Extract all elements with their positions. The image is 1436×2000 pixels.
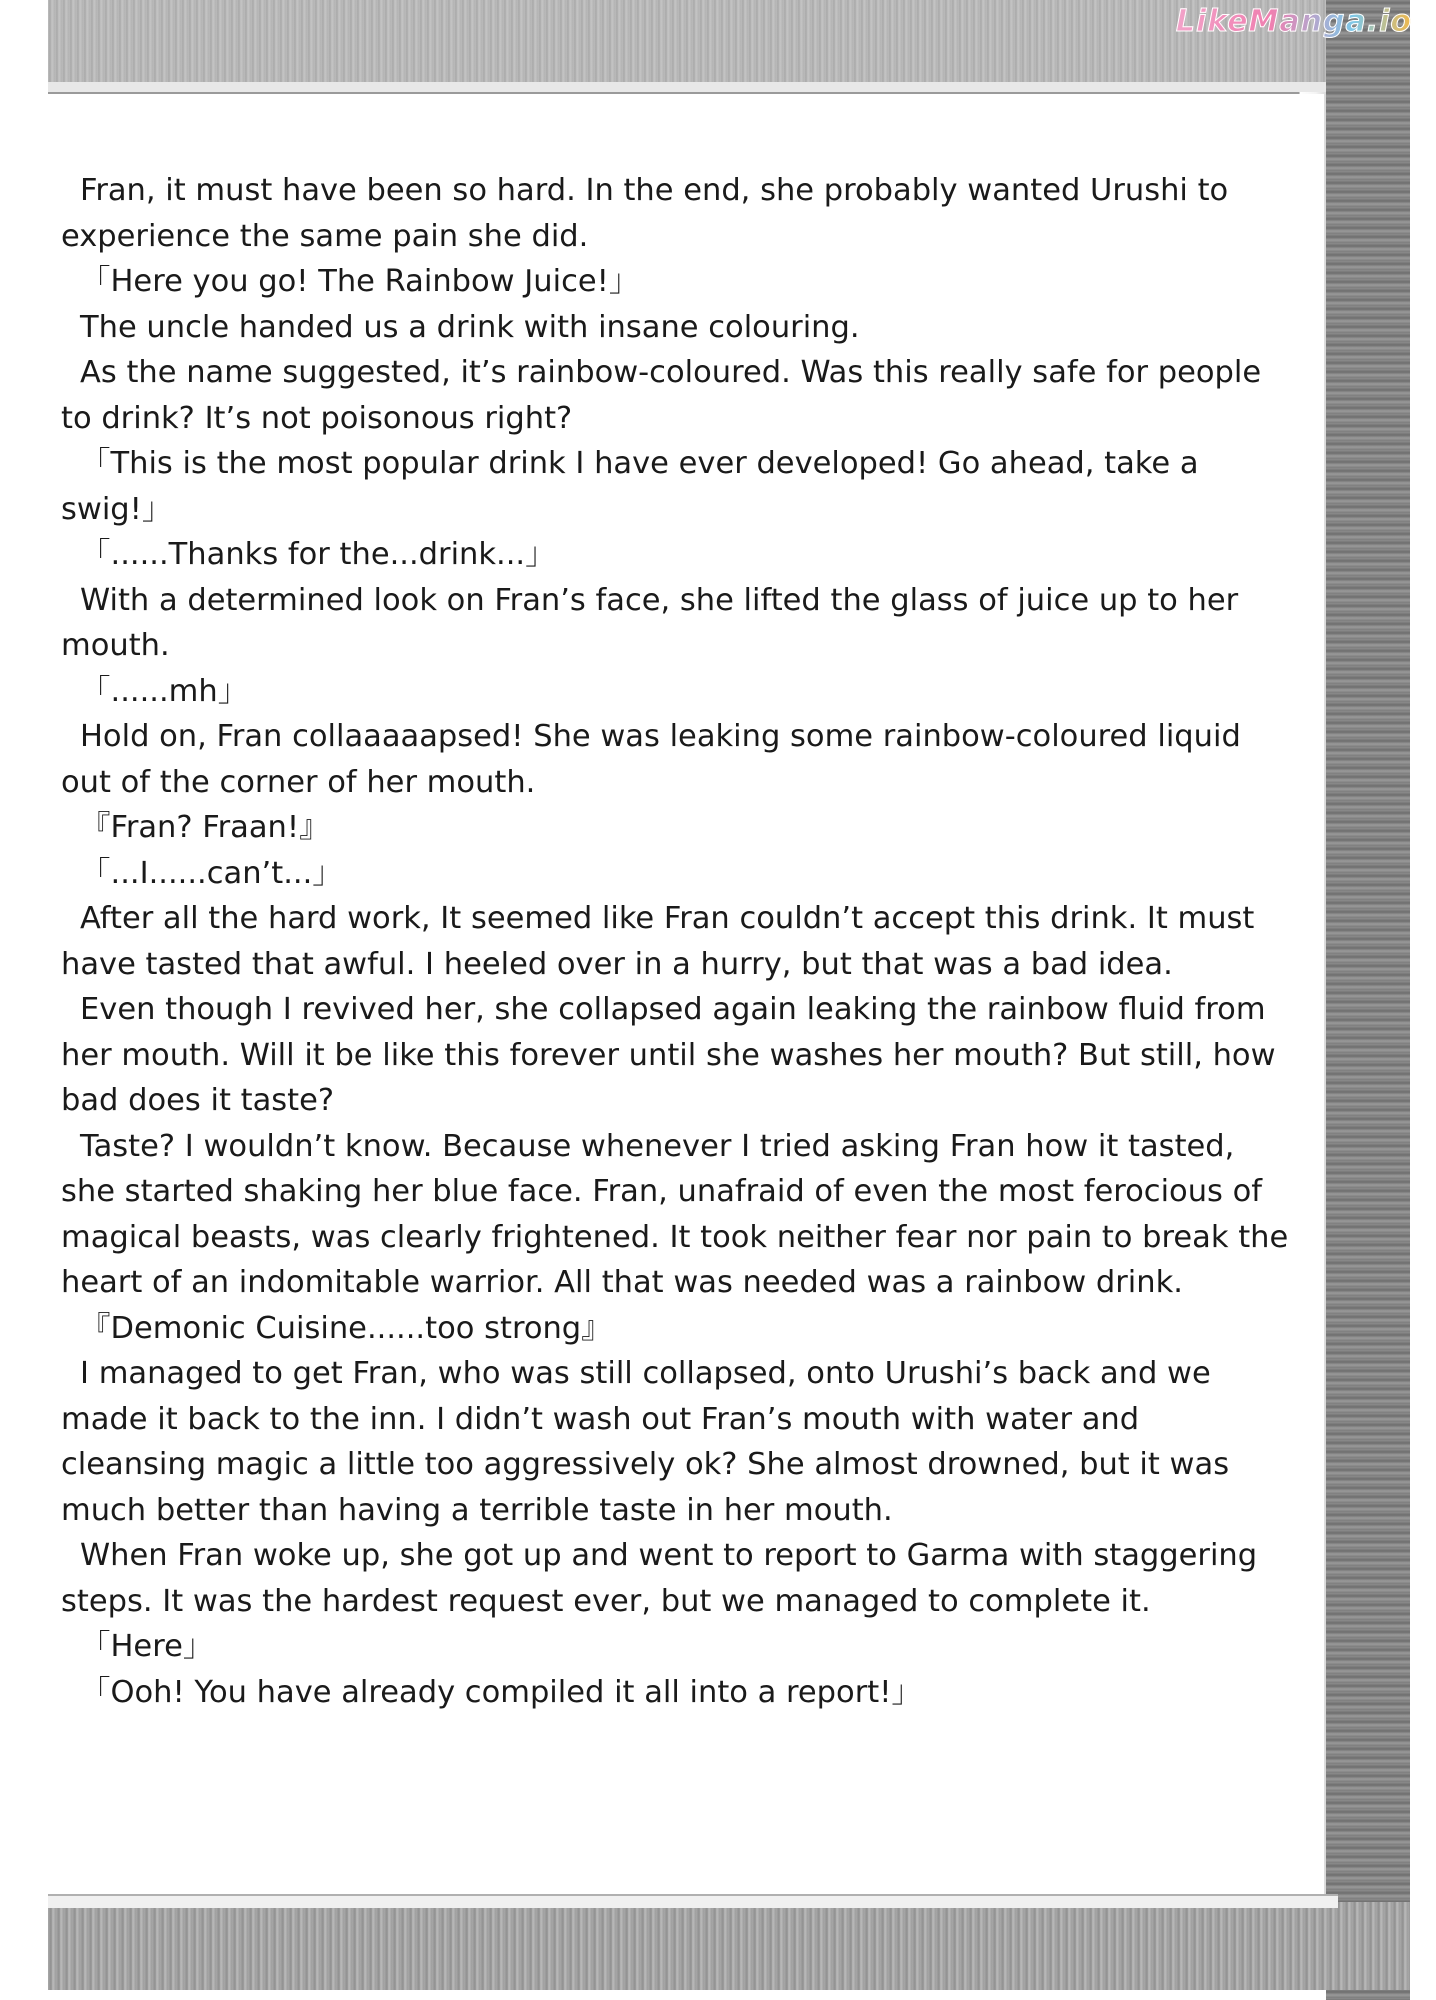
paragraph: When Fran woke up, she got up and went to report to Garma with staggering steps. It was the hardest request ever, but we managed to complete it. xyxy=(61,1538,1258,1619)
scan-frame-top-edge xyxy=(48,82,1338,94)
dialogue-line: 「Here」 xyxy=(80,1629,214,1664)
dialogue-line: 「Ooh! You have already compiled it all into a report!」 xyxy=(80,1674,922,1710)
telepathy-line: 『Fran? Fraan!』 xyxy=(80,810,330,845)
scan-frame-bottom xyxy=(48,1902,1410,1990)
scan-frame-bottom-edge xyxy=(48,1894,1338,1908)
paragraph: Hold on, Fran collaaaaapsed! She was leaking some rainbow-coloured liquid out of the corner of her mouth. xyxy=(61,719,1241,800)
dialogue-line: 「......Thanks for the...drink...」 xyxy=(80,537,556,572)
paragraph: With a determined look on Fran’s face, she lifted the glass of juice up to her mouth. xyxy=(61,582,1239,663)
dialogue-line: 「...I......can’t...」 xyxy=(80,855,343,891)
dialogue-line: 「......mh」 xyxy=(80,673,249,709)
dialogue-line: 「Here you go! The Rainbow Juice!」 xyxy=(80,264,640,299)
paragraph: Even though I revived her, she collapsed again leaking the rainbow fluid from her mouth. Will it be like this forever until she washes her mouth? But still, how bad does it taste? xyxy=(61,992,1276,1118)
scan-frame-right xyxy=(1326,0,1410,2000)
paragraph: After all the hard work, It seemed like Fran couldn’t accept this drink. It must have tasted that awful. I heeled over in a hurry, but that was a bad idea. xyxy=(61,901,1255,982)
paragraph: The uncle handed us a drink with insane colouring. xyxy=(80,309,860,345)
paragraph: I managed to get Fran, who was still collapsed, onto Urushi’s back and we made it back to the inn. I didn’t wash out Fran’s mouth with water and cleansing magic a little too aggressively ok? She almost drowned, but it was much better than having a terrible taste in her mouth. xyxy=(61,1356,1230,1528)
novel-text xyxy=(61,168,1291,1715)
paragraph: Taste? I wouldn’t know. Because whenever I tried asking Fran how it tasted, she started shaking her blue face. Fran, unafraid of even the most ferocious of magical beasts, was clearly frightened. It took neither fear nor pain to break the heart of an indomitable warrior. All that was needed was a rainbow drink. xyxy=(61,1128,1289,1300)
paragraph: Fran, it must have been so hard. In the end, she probably wanted Urushi to experience the same pain she did. xyxy=(61,173,1229,254)
dialogue-line: 「This is the most popular drink I have ever developed! Go ahead, take a swig!」 xyxy=(61,446,1199,527)
paragraph: As the name suggested, it’s rainbow-coloured. Was this really safe for people to drink? It’s not poisonous right? xyxy=(61,355,1262,436)
site-watermark: LikeManga.io xyxy=(1175,4,1412,39)
telepathy-line: 『Demonic Cuisine......too strong』 xyxy=(80,1310,612,1346)
